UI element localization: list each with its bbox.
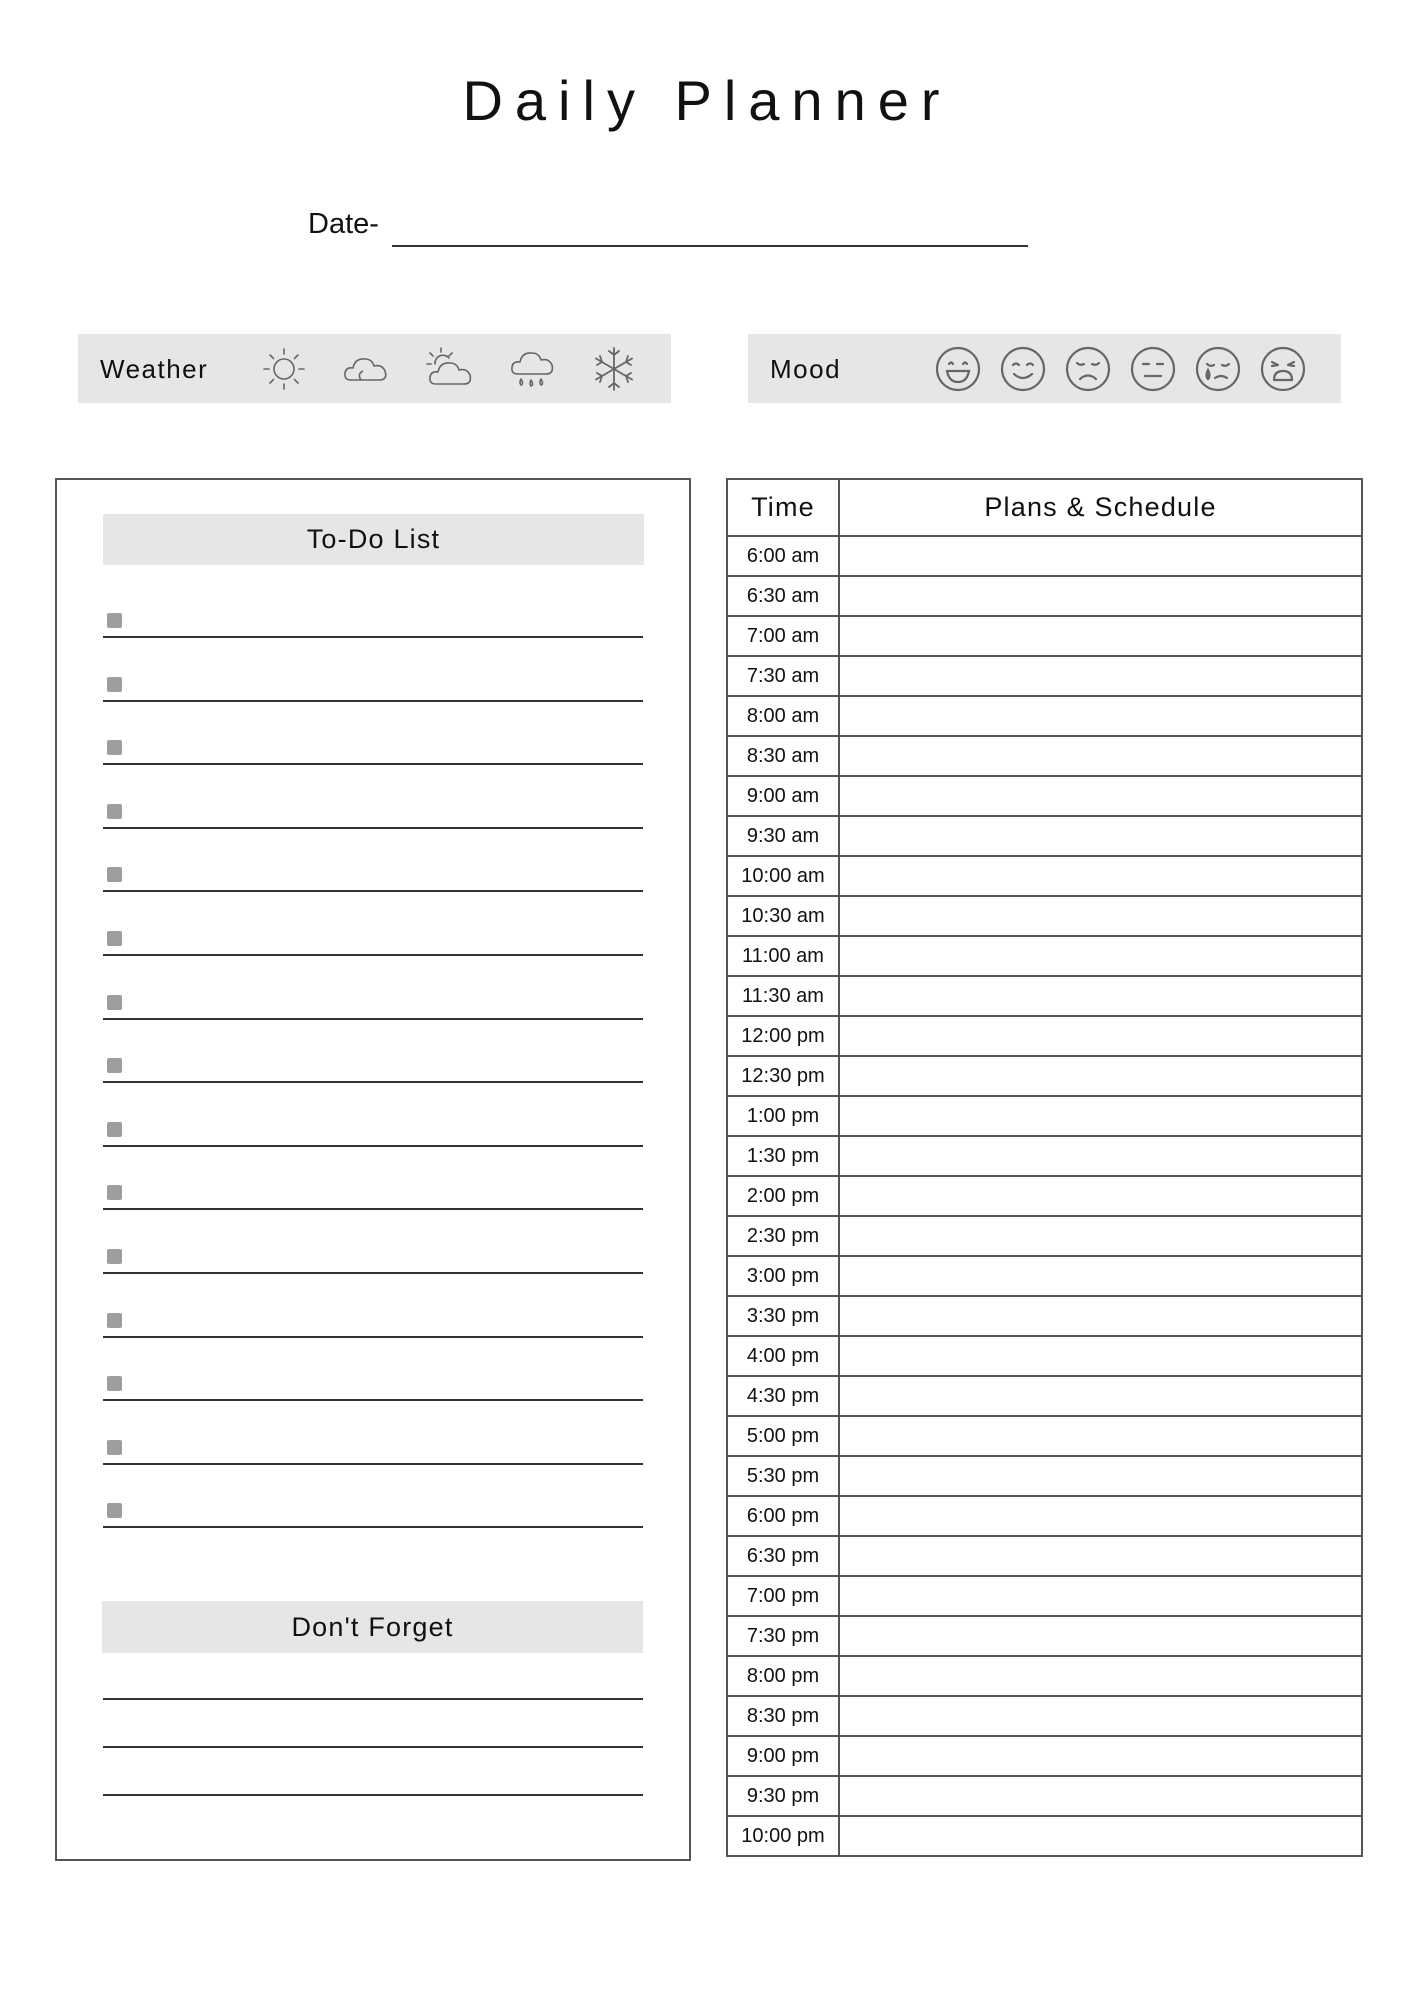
time-cell: 3:00 pm xyxy=(727,1256,839,1296)
grin-face-icon[interactable] xyxy=(933,344,983,394)
plan-cell[interactable] xyxy=(839,1296,1362,1336)
schedule-row xyxy=(727,1376,1362,1416)
todo-line[interactable] xyxy=(103,700,643,702)
mood-bar xyxy=(748,334,1341,403)
plan-cell[interactable] xyxy=(839,736,1362,776)
plan-cell[interactable] xyxy=(839,1416,1362,1456)
time-cell: 1:30 pm xyxy=(727,1136,839,1176)
todo-item[interactable] xyxy=(103,1503,643,1543)
time-cell: 7:30 pm xyxy=(727,1616,839,1656)
time-cell: 9:30 pm xyxy=(727,1776,839,1816)
time-cell: 8:00 pm xyxy=(727,1656,839,1696)
plan-cell[interactable] xyxy=(839,1016,1362,1056)
plan-cell[interactable] xyxy=(839,1576,1362,1616)
time-cell: 4:00 pm xyxy=(727,1336,839,1376)
todo-item[interactable] xyxy=(103,867,643,907)
time-cell: 11:00 am xyxy=(727,936,839,976)
time-cell: 9:00 am xyxy=(727,776,839,816)
schedule-row xyxy=(727,576,1362,616)
plan-cell[interactable] xyxy=(839,1536,1362,1576)
todo-item[interactable] xyxy=(103,1376,643,1416)
plan-cell[interactable] xyxy=(839,1656,1362,1696)
schedule-row xyxy=(727,1336,1362,1376)
time-cell: 8:00 am xyxy=(727,696,839,736)
mood-label: Mood xyxy=(770,354,842,384)
todo-item[interactable] xyxy=(103,613,643,653)
schedule-row xyxy=(727,1736,1362,1776)
plan-cell[interactable] xyxy=(839,1736,1362,1776)
date-row xyxy=(308,208,1028,248)
todo-checkbox[interactable] xyxy=(107,740,122,755)
todo-title: To-Do List xyxy=(103,514,644,565)
schedule-row xyxy=(727,656,1362,696)
schedule-row xyxy=(727,896,1362,936)
time-cell: 7:00 am xyxy=(727,616,839,656)
todo-item[interactable] xyxy=(103,804,643,844)
time-cell: 5:00 pm xyxy=(727,1416,839,1456)
todo-checkbox[interactable] xyxy=(107,804,122,819)
plan-cell[interactable] xyxy=(839,1216,1362,1256)
time-cell: 6:00 am xyxy=(727,536,839,576)
sun-icon[interactable] xyxy=(259,344,309,394)
plan-cell[interactable] xyxy=(839,1376,1362,1416)
schedule-row xyxy=(727,696,1362,736)
sad-face-icon[interactable] xyxy=(1063,344,1113,394)
todo-line[interactable] xyxy=(103,890,643,892)
snowflake-icon[interactable] xyxy=(589,344,639,394)
time-cell: 10:00 pm xyxy=(727,1816,839,1856)
schedule-row xyxy=(727,1616,1362,1656)
schedule-row xyxy=(727,1176,1362,1216)
todo-line[interactable] xyxy=(103,1081,643,1083)
todo-item[interactable] xyxy=(103,1058,643,1098)
schedule-row xyxy=(727,1296,1362,1336)
time-cell: 1:00 pm xyxy=(727,1096,839,1136)
schedule-row xyxy=(727,1656,1362,1696)
time-cell: 4:30 pm xyxy=(727,1376,839,1416)
time-cell: 2:00 pm xyxy=(727,1176,839,1216)
todo-item[interactable] xyxy=(103,1185,643,1225)
todo-line[interactable] xyxy=(103,1272,643,1274)
todo-line[interactable] xyxy=(103,636,643,638)
schedule-row xyxy=(727,1496,1362,1536)
plan-cell[interactable] xyxy=(839,1616,1362,1656)
todo-checkbox[interactable] xyxy=(107,1122,122,1137)
dont-forget-line[interactable] xyxy=(103,1746,643,1748)
time-cell: 12:30 pm xyxy=(727,1056,839,1096)
todo-line[interactable] xyxy=(103,954,643,956)
time-cell: 2:30 pm xyxy=(727,1216,839,1256)
todo-line[interactable] xyxy=(103,827,643,829)
plan-cell[interactable] xyxy=(839,1456,1362,1496)
schedule-header-row xyxy=(727,479,1362,536)
plan-cell[interactable] xyxy=(839,816,1362,856)
schedule-row xyxy=(727,1216,1362,1256)
todo-checkbox[interactable] xyxy=(107,613,122,628)
todo-line[interactable] xyxy=(103,1208,643,1210)
plan-cell[interactable] xyxy=(839,936,1362,976)
dont-forget-line[interactable] xyxy=(103,1698,643,1700)
plan-cell[interactable] xyxy=(839,1056,1362,1096)
plan-cell[interactable] xyxy=(839,536,1362,576)
time-cell: 9:30 am xyxy=(727,816,839,856)
schedule-row xyxy=(727,1056,1362,1096)
plan-cell[interactable] xyxy=(839,616,1362,656)
date-label: Date- xyxy=(308,208,379,240)
date-field[interactable] xyxy=(392,245,1028,247)
plan-cell[interactable] xyxy=(839,1816,1362,1856)
plan-cell[interactable] xyxy=(839,1176,1362,1216)
schedule-row xyxy=(727,1776,1362,1816)
plan-cell[interactable] xyxy=(839,1336,1362,1376)
todo-checkbox[interactable] xyxy=(107,677,122,692)
plan-cell[interactable] xyxy=(839,1776,1362,1816)
plan-cell[interactable] xyxy=(839,1496,1362,1536)
todo-item[interactable] xyxy=(103,1249,643,1289)
time-cell: 7:00 pm xyxy=(727,1576,839,1616)
time-cell: 8:30 am xyxy=(727,736,839,776)
weather-label: Weather xyxy=(100,354,209,384)
crying-face-icon[interactable] xyxy=(1193,344,1243,394)
distressed-face-icon[interactable] xyxy=(1258,344,1308,394)
todo-checkbox[interactable] xyxy=(107,1376,122,1391)
todo-checkbox[interactable] xyxy=(107,995,122,1010)
todo-line[interactable] xyxy=(103,1526,643,1528)
time-cell: 10:30 am xyxy=(727,896,839,936)
todo-checkbox[interactable] xyxy=(107,1058,122,1073)
time-cell: 9:00 pm xyxy=(727,1736,839,1776)
schedule-row xyxy=(727,856,1362,896)
schedule-row xyxy=(727,1456,1362,1496)
schedule-row xyxy=(727,1096,1362,1136)
schedule-row xyxy=(727,936,1362,976)
time-cell: 11:30 am xyxy=(727,976,839,1016)
time-cell: 7:30 am xyxy=(727,656,839,696)
schedule-row xyxy=(727,1016,1362,1056)
plan-cell[interactable] xyxy=(839,1136,1362,1176)
page-title: Daily Planner xyxy=(462,69,952,132)
todo-line[interactable] xyxy=(103,763,643,765)
todo-item[interactable] xyxy=(103,995,643,1035)
todo-checkbox[interactable] xyxy=(107,1440,122,1455)
partly-cloudy-icon[interactable] xyxy=(424,344,474,394)
schedule-table xyxy=(726,478,1363,1857)
time-cell: 10:00 am xyxy=(727,856,839,896)
time-cell: 6:30 am xyxy=(727,576,839,616)
schedule-row xyxy=(727,536,1362,576)
schedule-row xyxy=(727,1696,1362,1736)
plan-cell[interactable] xyxy=(839,1256,1362,1296)
todo-checkbox[interactable] xyxy=(107,1249,122,1264)
schedule-row xyxy=(727,1576,1362,1616)
dont-forget-title: Don't Forget xyxy=(102,1601,643,1653)
weather-bar xyxy=(78,334,671,403)
todo-checkbox[interactable] xyxy=(107,1313,122,1328)
todo-item[interactable] xyxy=(103,1313,643,1353)
time-cell: 8:30 pm xyxy=(727,1696,839,1736)
dont-forget-line[interactable] xyxy=(103,1794,643,1796)
schedule-row xyxy=(727,1816,1362,1856)
plans-header: Plans & Schedule xyxy=(839,479,1362,536)
time-cell: 6:00 pm xyxy=(727,1496,839,1536)
todo-line[interactable] xyxy=(103,1399,643,1401)
todo-line[interactable] xyxy=(103,1018,643,1020)
plan-cell[interactable] xyxy=(839,776,1362,816)
todo-line[interactable] xyxy=(103,1463,643,1465)
todo-item[interactable] xyxy=(103,1440,643,1480)
plan-cell[interactable] xyxy=(839,696,1362,736)
todo-checkbox[interactable] xyxy=(107,931,122,946)
todo-item[interactable] xyxy=(103,677,643,717)
plan-cell[interactable] xyxy=(839,1096,1362,1136)
schedule-row xyxy=(727,616,1362,656)
todo-item[interactable] xyxy=(103,1122,643,1162)
time-cell: 5:30 pm xyxy=(727,1456,839,1496)
rain-cloud-icon[interactable] xyxy=(507,344,557,394)
todo-checkbox[interactable] xyxy=(107,1503,122,1518)
todo-line[interactable] xyxy=(103,1145,643,1147)
time-cell: 12:00 pm xyxy=(727,1016,839,1056)
schedule-row xyxy=(727,1536,1362,1576)
todo-item[interactable] xyxy=(103,740,643,780)
plan-cell[interactable] xyxy=(839,576,1362,616)
todo-checkbox[interactable] xyxy=(107,1185,122,1200)
schedule-row xyxy=(727,1256,1362,1296)
time-header: Time xyxy=(727,479,839,536)
plan-cell[interactable] xyxy=(839,896,1362,936)
schedule-row xyxy=(727,816,1362,856)
todo-checkbox[interactable] xyxy=(107,867,122,882)
plan-cell[interactable] xyxy=(839,856,1362,896)
schedule-row xyxy=(727,736,1362,776)
plan-cell[interactable] xyxy=(839,976,1362,1016)
time-cell: 3:30 pm xyxy=(727,1296,839,1336)
plan-cell[interactable] xyxy=(839,1696,1362,1736)
todo-line[interactable] xyxy=(103,1336,643,1338)
time-cell: 6:30 pm xyxy=(727,1536,839,1576)
schedule-row xyxy=(727,776,1362,816)
todo-item[interactable] xyxy=(103,931,643,971)
schedule-row xyxy=(727,1416,1362,1456)
neutral-face-icon[interactable] xyxy=(1128,344,1178,394)
schedule-row xyxy=(727,1136,1362,1176)
smile-face-icon[interactable] xyxy=(998,344,1048,394)
schedule-row xyxy=(727,976,1362,1016)
plan-cell[interactable] xyxy=(839,656,1362,696)
cloud-icon[interactable] xyxy=(341,344,391,394)
